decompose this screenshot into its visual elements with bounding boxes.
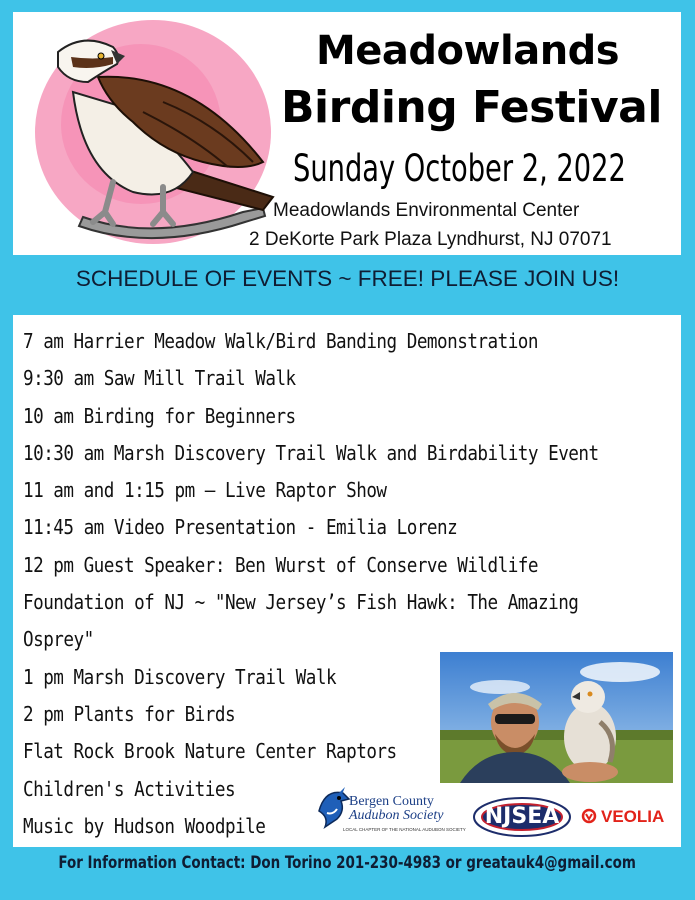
event-item: Flat Rock Brook Nature Center Raptors: [23, 739, 397, 764]
event-date: Sunday October 2, 2022: [293, 147, 626, 190]
event-item: 1 pm Marsh Discovery Trail Walk: [23, 664, 337, 689]
contact-text: For Information Contact: Don Torino 201-230-4983 or greatauk4@gmail.com: [58, 853, 637, 873]
event-item: 12 pm Guest Speaker: Ben Wurst of Conserve Wildlife: [23, 552, 539, 577]
contact-footer: [0, 853, 695, 873]
bergen-line-2: Audubon Society: [349, 808, 444, 823]
event-item: 10 am Birding for Beginners: [23, 403, 296, 428]
title-line-2: Birding Festival: [281, 82, 662, 133]
schedule-banner: SCHEDULE OF EVENTS ~ FREE! PLEASE JOIN US!: [75, 266, 620, 291]
event-item: 11 am and 1:15 pm — Live Raptor Show: [23, 478, 387, 503]
header-panel: [13, 12, 681, 255]
njsea-logo: [473, 797, 571, 837]
title-line-1: Meadowlands: [316, 28, 620, 74]
event-item: Music by Hudson Woodpile: [23, 813, 266, 838]
event-item: Foundation of NJ ~ "New Jersey’s Fish Hawk: The Amazing: [23, 590, 579, 615]
bergen-audubon-logo: [349, 795, 443, 823]
sponsor-logos: [313, 783, 678, 843]
njsea-text: NJSEA: [484, 804, 560, 829]
venue-address: 2 DeKorte Park Plaza Lyndhurst, NJ 07071: [249, 229, 612, 250]
event-item: Osprey": [23, 627, 94, 652]
venue-name: Meadowlands Environmental Center: [273, 200, 580, 221]
event-item: 7 am Harrier Meadow Walk/Bird Banding Demonstration: [23, 329, 539, 353]
schedule-panel: [13, 315, 681, 847]
veolia-mark-icon: [581, 808, 597, 824]
bergen-line-1: Bergen County: [349, 794, 434, 809]
osprey-illustration-icon: [13, 12, 303, 255]
event-item: 10:30 am Marsh Discovery Trail Walk and Birdability Event: [23, 440, 599, 465]
blue-jay-icon: [315, 785, 351, 829]
event-item: 2 pm Plants for Birds: [23, 701, 236, 726]
veolia-text: VEOLIA: [601, 807, 665, 826]
bergen-subtitle: LOCAL CHAPTER OF THE NATIONAL AUDUBON SOCIETY: [343, 827, 466, 832]
event-item: Children's Activities: [23, 776, 236, 801]
speaker-with-osprey-chick-photo: [440, 652, 673, 783]
event-item: 9:30 am Saw Mill Trail Walk: [23, 366, 296, 391]
event-item: 11:45 am Video Presentation - Emilia Lorenz: [23, 515, 458, 540]
veolia-logo: [581, 807, 664, 827]
